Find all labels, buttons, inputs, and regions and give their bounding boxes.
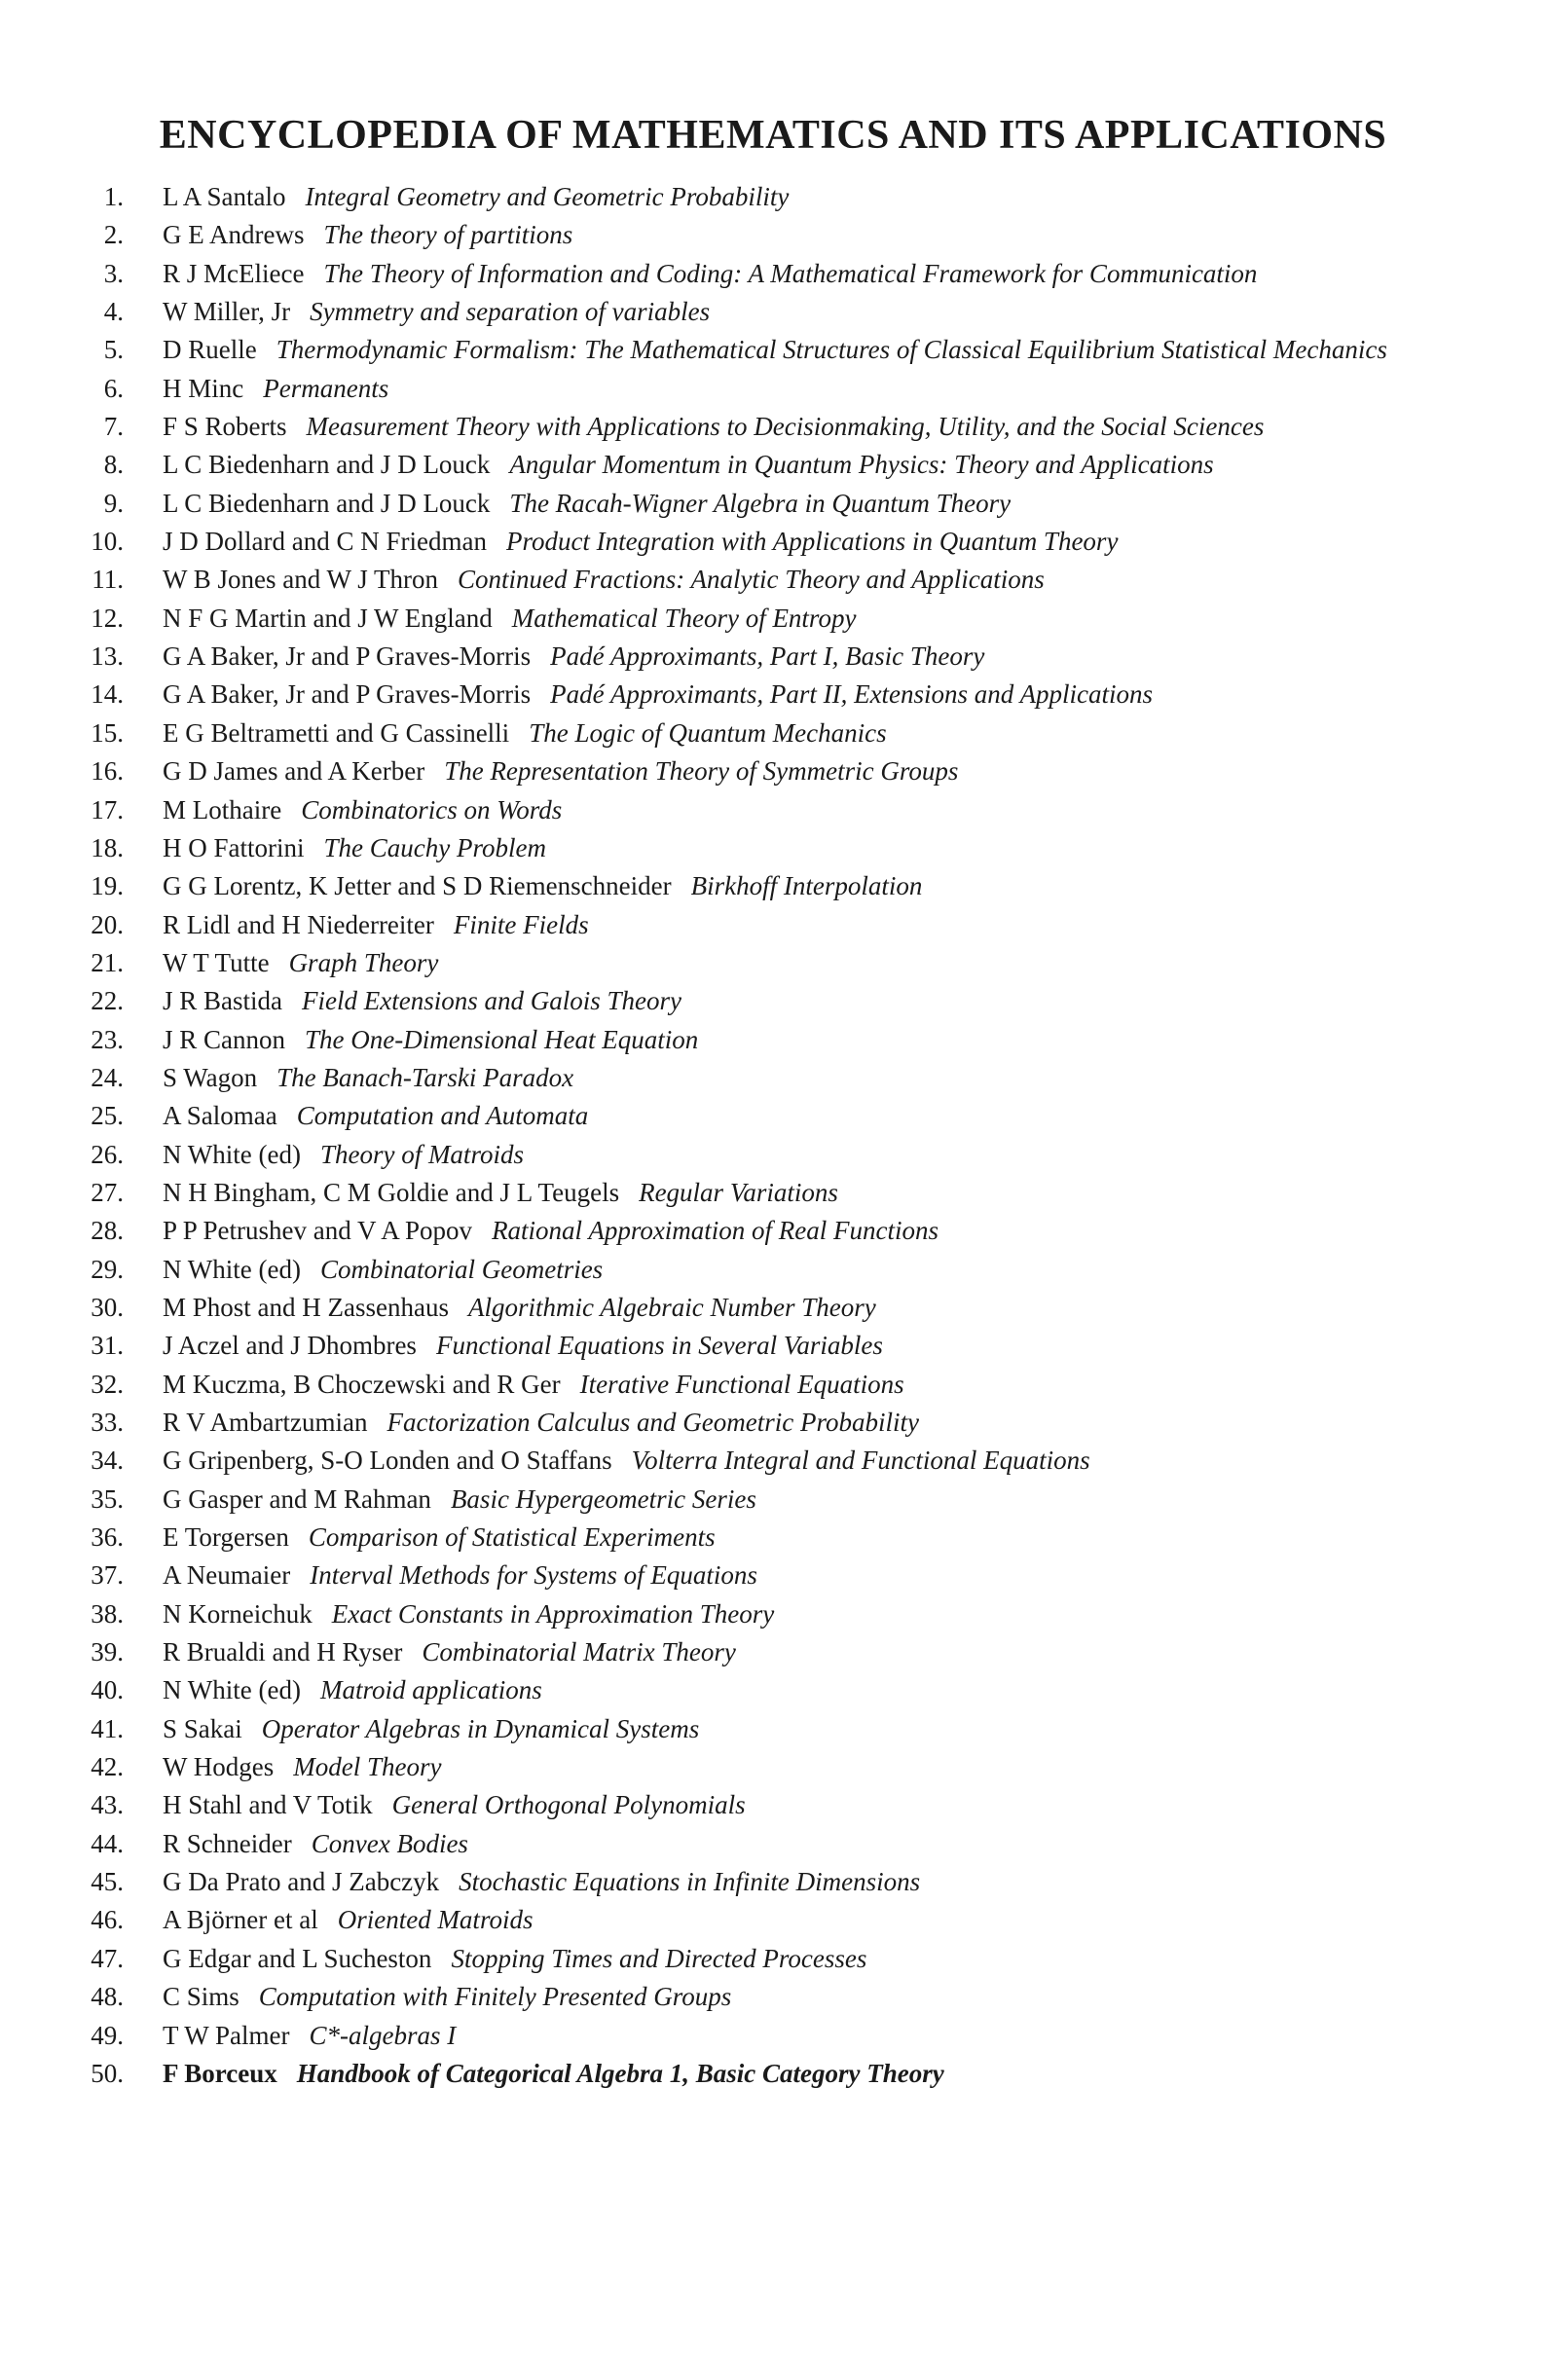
entry-body [163,1097,1446,1135]
entry-number: 35. [91,1483,124,1514]
entry-author: J D Dollard and C N Friedman [163,527,487,557]
entry-number: 4. [103,297,124,327]
entry-number: 27. [91,1177,124,1207]
entry-author: G Edgar and L Sucheston [163,1943,432,1973]
entry-author: W Hodges [163,1752,275,1782]
entry-author: G Da Prato and J Zabczyk [163,1867,440,1897]
list-item [0,1289,1546,1327]
entry-body [163,1366,1446,1404]
entry-number: 41. [91,1713,124,1743]
page-title: ENCYCLOPEDIA OF MATHEMATICS AND ITS APPLICATIONS [159,113,1387,159]
entry-number: 20. [91,909,124,939]
entry-title: The Racah-Wigner Algebra in Quantum Theory [509,488,1012,518]
entry-body [163,752,1446,790]
entry-number: 37. [91,1560,124,1591]
entry-body [163,944,1446,982]
entry-title: Field Extensions and Galois Theory [302,986,681,1016]
list-item [0,485,1546,523]
list-item [0,255,1546,293]
entry-title: Product Integration with Applications in Quantum Theory [505,527,1119,557]
entry-author: H Minc [163,373,244,403]
list-item [0,1481,1546,1519]
entry-title: Oriented Matroids [337,1905,534,1935]
list-item [0,561,1546,599]
entry-title: Rational Approximation of Real Functions [492,1216,939,1246]
entry-body [163,1519,1446,1556]
entry-author: H Stahl and V Totik [163,1790,373,1820]
entry-body [163,1671,1446,1709]
entry-number: 7. [103,412,124,442]
list-item [0,1097,1546,1135]
entry-number: 30. [91,1292,124,1322]
list-item [0,216,1546,254]
entry-body [163,255,1446,293]
list-item [0,1442,1546,1480]
entry-number: 34. [91,1446,124,1476]
entry-title: C*-algebras I [309,2020,457,2050]
entry-body [163,523,1446,561]
entry-title: Thermodynamic Formalism: The Mathematical Structures of Classical Equilibrium Statistical Mechanics [276,335,1387,365]
entry-title: Continued Fractions: Analytic Theory and Applications [458,565,1045,595]
entry-number: 2. [103,220,124,250]
entry-number: 39. [91,1637,124,1667]
entry-author: N White (ed) [163,1139,301,1169]
entry-number: 17. [91,794,124,824]
entry-body [163,829,1446,867]
list-item [0,1327,1546,1365]
entry-number: 15. [91,717,124,748]
series-list [0,178,1546,2093]
entry-number: 11. [92,565,124,595]
entry-number: 23. [91,1024,124,1054]
entry-body [163,446,1446,484]
entry-author: G G Lorentz, K Jetter and S D Riemenschneider [163,871,672,901]
entry-body [163,1595,1446,1633]
entry-author: S Wagon [163,1062,258,1092]
entry-number: 19. [91,871,124,901]
entry-title: The Cauchy Problem [323,832,546,862]
entry-number: 29. [91,1254,124,1284]
entry-title: Factorization Calculus and Geometric Probability [386,1408,919,1437]
entry-title: The Logic of Quantum Mechanics [529,717,887,748]
entry-title: Theory of Matroids [319,1139,524,1169]
entry-body [163,714,1446,752]
list-item [0,829,1546,867]
list-item [0,293,1546,331]
list-item [0,1825,1546,1863]
list-item [0,331,1546,369]
entry-author: R Brualdi and H Ryser [163,1637,403,1667]
entry-author: R V Ambartzumian [163,1408,368,1437]
entry-title: Integral Geometry and Geometric Probability [305,182,790,211]
entry-title: The One-Dimensional Heat Equation [305,1024,699,1054]
entry-author: N F G Martin and J W England [163,603,493,633]
list-item [0,1556,1546,1594]
entry-body [163,676,1446,714]
entry-body [163,1481,1446,1519]
entry-author: R Schneider [163,1828,292,1858]
entry-author: J Aczel and J Dhombres [163,1331,417,1361]
list-item [0,1174,1546,1212]
list-item [0,867,1546,905]
entry-body [163,600,1446,638]
list-item [0,1366,1546,1404]
list-item [0,2055,1546,2093]
entry-title: The theory of partitions [323,220,573,250]
entry-author: R J McEliece [163,258,305,288]
entry-number: 46. [91,1905,124,1935]
entry-number: 6. [103,373,124,403]
entry-title: Iterative Functional Equations [579,1369,904,1399]
entry-title: Matroid applications [319,1675,542,1705]
list-item [0,1940,1546,1978]
entry-title: The Theory of Information and Coding: A Mathematical Framework for Communication [323,258,1258,288]
entry-title: Symmetry and separation of variables [310,297,711,327]
entry-author: T W Palmer [163,2020,290,2050]
entry-author: P P Petrushev and V A Popov [163,1216,473,1246]
entry-title: Stopping Times and Directed Processes [451,1943,867,1973]
entry-author: G E Andrews [163,220,305,250]
entry-author: L C Biedenharn and J D Louck [163,450,491,480]
entry-title: Comparison of Statistical Experiments [308,1522,716,1553]
entry-author: N White (ed) [163,1675,301,1705]
entry-body [163,1021,1446,1059]
list-item [0,408,1546,446]
entry-title: Mathematical Theory of Entropy [511,603,857,633]
entry-number: 50. [91,2058,124,2088]
entry-body [163,1786,1446,1824]
entry-number: 10. [91,527,124,557]
entry-body [163,1251,1446,1289]
entry-body [163,561,1446,599]
list-item [0,906,1546,944]
list-item [0,1710,1546,1748]
list-item [0,752,1546,790]
entry-title: Operator Algebras in Dynamical Systems [261,1713,700,1743]
entry-number: 48. [91,1982,124,2012]
entry-number: 25. [91,1101,124,1131]
entry-author: E G Beltrametti and G Cassinelli [163,717,510,748]
list-item [0,1251,1546,1289]
entry-body [163,982,1446,1020]
entry-body [163,638,1446,676]
entry-number: 13. [91,641,124,672]
entry-author: R Lidl and H Niederreiter [163,909,434,939]
entry-body [163,1901,1446,1939]
entry-body [163,1404,1446,1442]
entry-author: A Björner et al [163,1905,318,1935]
entry-body [163,2055,1446,2093]
entry-number: 42. [91,1752,124,1782]
entry-author: L A Santalo [163,182,286,211]
entry-author: G Gripenberg, S-O Londen and O Staffans [163,1446,612,1476]
entry-author: M Lothaire [163,794,282,824]
entry-author: L C Biedenharn and J D Louck [163,488,491,518]
entry-author: M Phost and H Zassenhaus [163,1292,449,1322]
list-item [0,600,1546,638]
entry-number: 22. [91,986,124,1016]
entry-body [163,1174,1446,1212]
entry-number: 40. [91,1675,124,1705]
entry-author: N H Bingham, C M Goldie and J L Teugels [163,1177,620,1207]
entry-author: J R Cannon [163,1024,286,1054]
entry-author: G D James and A Kerber [163,756,425,787]
entry-title: Convex Bodies [311,1828,468,1858]
list-item [0,791,1546,829]
entry-body [163,370,1446,408]
entry-body [163,485,1446,523]
entry-title: Combinatorial Matrix Theory [422,1637,736,1667]
entry-title: Volterra Integral and Functional Equations [631,1446,1090,1476]
entry-body [163,1059,1446,1097]
entry-title: Combinatorics on Words [301,794,563,824]
entry-number: 31. [91,1331,124,1361]
entry-number: 36. [91,1522,124,1553]
entry-author: S Sakai [163,1713,242,1743]
entry-title: Combinatorial Geometries [319,1254,604,1284]
list-item [0,1021,1546,1059]
entry-title: Measurement Theory with Applications to Decisionmaking, Utility, and the Social Sciences [306,412,1265,442]
entry-title: Exact Constants in Approximation Theory [331,1598,775,1629]
list-item [0,1671,1546,1709]
entry-body [163,331,1446,369]
list-item [0,1901,1546,1939]
entry-body [163,1136,1446,1174]
entry-body [163,867,1446,905]
entry-title: Basic Hypergeometric Series [450,1483,756,1514]
entry-number: 21. [91,947,124,977]
entry-title: The Representation Theory of Symmetric Groups [444,756,959,787]
entry-title: Finite Fields [453,909,589,939]
list-item [0,1595,1546,1633]
entry-author: C Sims [163,1982,239,2012]
entry-author: N Korneichuk [163,1598,313,1629]
entry-author: G A Baker, Jr and P Graves-Morris [163,641,532,672]
entry-author: F Borceux [163,2058,277,2088]
entry-body [163,1748,1446,1786]
entry-title: Computation and Automata [296,1101,589,1131]
entry-number: 1. [103,182,124,211]
entry-author: H O Fattorini [163,832,305,862]
entry-author: A Neumaier [163,1560,291,1591]
entry-author: J R Bastida [163,986,283,1016]
entry-author: W T Tutte [163,947,270,977]
entry-body [163,1212,1446,1250]
entry-number: 3. [103,258,124,288]
entry-body [163,1442,1446,1480]
entry-body [163,1940,1446,1978]
list-item [0,178,1546,216]
list-item [0,714,1546,752]
entry-number: 28. [91,1216,124,1246]
entry-body [163,1289,1446,1327]
entry-title: Stochastic Equations in Infinite Dimensions [459,1867,921,1897]
entry-title: Graph Theory [288,947,439,977]
entry-title: Computation with Finitely Presented Groups [258,1982,732,2012]
entry-number: 26. [91,1139,124,1169]
entry-body [163,791,1446,829]
list-item [0,676,1546,714]
entry-number: 16. [91,756,124,787]
entry-author: N White (ed) [163,1254,301,1284]
list-item [0,1863,1546,1901]
entry-number: 14. [91,679,124,710]
entry-number: 33. [91,1408,124,1437]
entry-title: Padé Approximants, Part I, Basic Theory [550,641,985,672]
list-item [0,982,1546,1020]
entry-number: 38. [91,1598,124,1629]
entry-body [163,216,1446,254]
entry-number: 8. [103,450,124,480]
entry-title: Functional Equations in Several Variables [435,1331,883,1361]
entry-number: 5. [103,335,124,365]
entry-title: Birkhoff Interpolation [690,871,923,901]
entry-body [163,293,1446,331]
entry-body [163,2017,1446,2055]
list-item [0,523,1546,561]
list-item [0,1136,1546,1174]
entry-body [163,1978,1446,2016]
entry-author: D Ruelle [163,335,257,365]
entry-title: Permanents [263,373,389,403]
entry-body [163,408,1446,446]
list-item [0,446,1546,484]
list-item [0,1404,1546,1442]
entry-author: A Salomaa [163,1101,277,1131]
entry-author: E Torgersen [163,1522,289,1553]
entry-body [163,1633,1446,1671]
list-item [0,638,1546,676]
entry-number: 9. [103,488,124,518]
entry-number: 47. [91,1943,124,1973]
entry-author: F S Roberts [163,412,287,442]
entry-body [163,906,1446,944]
list-item [0,1633,1546,1671]
list-item [0,2017,1546,2055]
entry-author: G Gasper and M Rahman [163,1483,431,1514]
entry-title: Interval Methods for Systems of Equations [310,1560,757,1591]
entry-author: W B Jones and W J Thron [163,565,438,595]
entry-body [163,1556,1446,1594]
entry-title: The Banach-Tarski Paradox [276,1062,574,1092]
entry-number: 44. [91,1828,124,1858]
entry-title: Algorithmic Algebraic Number Theory [467,1292,876,1322]
entry-number: 18. [91,832,124,862]
list-item [0,370,1546,408]
entry-body [163,1825,1446,1863]
entry-number: 24. [91,1062,124,1092]
list-item [0,1748,1546,1786]
list-item [0,1519,1546,1556]
entry-title: Model Theory [293,1752,442,1782]
entry-number: 45. [91,1867,124,1897]
entry-author: W Miller, Jr [163,297,291,327]
list-item [0,1059,1546,1097]
entry-title: Padé Approximants, Part II, Extensions and Applications [550,679,1154,710]
entry-body [163,1863,1446,1901]
list-item [0,1978,1546,2016]
list-item [0,944,1546,982]
entry-number: 49. [91,2020,124,2050]
entry-body [163,1327,1446,1365]
entry-title: Regular Variations [639,1177,838,1207]
entry-title: Angular Momentum in Quantum Physics: Theory and Applications [509,450,1214,480]
entry-number: 32. [91,1369,124,1399]
list-item [0,1786,1546,1824]
list-item [0,1212,1546,1250]
entry-body [163,178,1446,216]
entry-number: 43. [91,1790,124,1820]
entry-title: General Orthogonal Polynomials [391,1790,746,1820]
entry-author: G A Baker, Jr and P Graves-Morris [163,679,532,710]
entry-title: Handbook of Categorical Algebra 1, Basic Category Theory [296,2058,944,2088]
entry-body [163,1710,1446,1748]
entry-author: M Kuczma, B Choczewski and R Ger [163,1369,561,1399]
entry-number: 12. [91,603,124,633]
